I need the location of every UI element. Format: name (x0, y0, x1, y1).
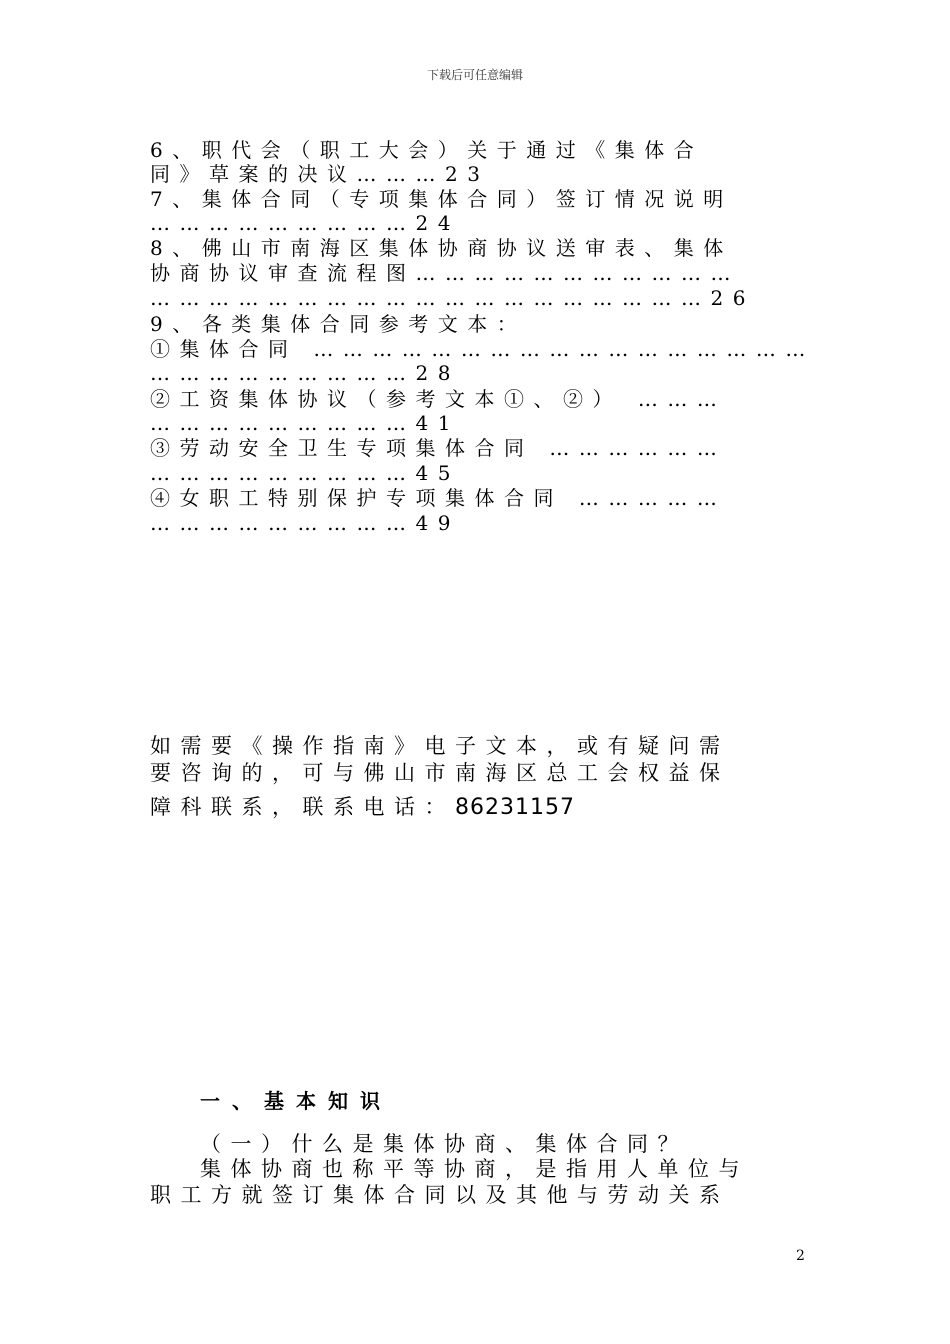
phone-number: 86231157 (455, 795, 575, 820)
contact-line (150, 797, 575, 819)
toc-line: 8、佛山市南海区集体协商协议送审表、集体 (150, 236, 733, 260)
page-number: 2 (796, 1248, 805, 1264)
toc-line: ………………………41 (150, 411, 460, 435)
subheading: （一）什么是集体协商、集体合同？ (200, 1132, 688, 1156)
paragraph-line: 集体协商也称平等协商，是指用人单位与 (200, 1157, 749, 1181)
section-heading: 一、基本知识 (200, 1089, 392, 1113)
toc-line: 协商协议审查流程图…………………………… (150, 261, 740, 285)
toc-line: 9、各类集体合同参考文本： (150, 312, 527, 336)
toc-line: 7、集体合同（专项集体合同）签订情况说明 (150, 187, 733, 211)
toc-line: 6、职代会（职工大会）关于通过《集体合 (150, 138, 704, 162)
toc-line: ………………………49 (150, 511, 460, 535)
toc-line: ………………………45 (150, 461, 460, 485)
paragraph-line: 职工方就签订集体合同以及其他与劳动关系 (150, 1183, 730, 1207)
contact-line: 如需要《操作指南》电子文本，或有疑问需 (150, 734, 730, 758)
contact-label: 障科联系，联系电话： (150, 795, 455, 819)
toc-line: ②工资集体协议（参考文本①、②） ……… (150, 387, 727, 411)
toc-line: ………………………24 (150, 211, 460, 235)
toc-line: 同》草案的决议………23 (150, 162, 490, 186)
toc-line: ③劳动安全卫生专项集体合同 ……………… (150, 436, 727, 460)
toc-line: ………………………28 (150, 361, 460, 385)
page-header: 下载后可任意编辑 (426, 68, 523, 82)
toc-line: ①集体合同 …………………………………………… (150, 337, 815, 361)
toc-line: …………………………………………………26 (150, 286, 755, 310)
contact-line: 要咨询的，可与佛山市南海区总工会权益保 (150, 761, 730, 785)
toc-line: ④女职工特别保护专项集体合同 …………… (150, 486, 727, 510)
